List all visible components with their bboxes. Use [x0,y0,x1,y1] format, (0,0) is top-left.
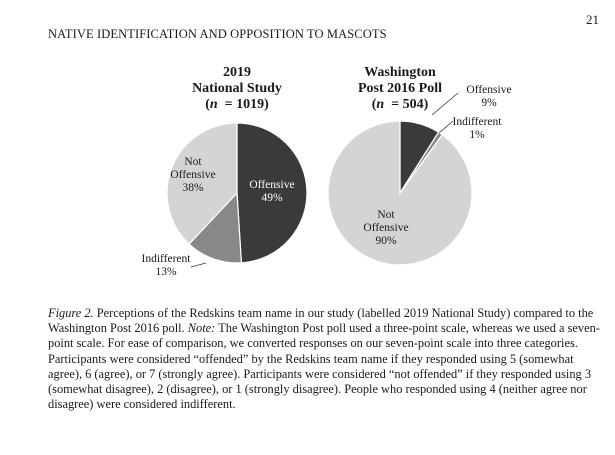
pie-chart-national-study [142,65,307,278]
note-label: Note: [187,321,216,336]
slice-label: Indifferent 13% [141,253,191,278]
leader-line [432,93,458,115]
chart-title-line-3: (n = 1019) [205,97,269,112]
leader-line [439,121,453,133]
chart-title-line-1: Washington [364,65,436,80]
figure-label: Figure 2. [48,306,94,320]
caption-text-1: Perceptions of the Redskins team name in our study (labelled 2019 National Study) compared to the Washington Post 2016 poll. [48,306,594,336]
running-head: NATIVE IDENTIFICATION AND OPPOSITION TO MASCOTS [48,27,387,41]
page-number: 21 [586,12,599,27]
slice-label: Indifferent 1% [452,116,502,141]
slice-label: Not Offensive 90% [363,209,409,247]
slice-label: Offensive 9% [466,84,512,109]
chart-title-line-2: National Study [192,81,282,96]
chart-title-line-3: (n = 504) [371,97,429,112]
slice-label: Offensive 49% [249,179,295,204]
pie-chart-washington-post [328,65,512,265]
caption-text-2: The Washington Post poll used a three-point scale, whereas we used a seven-point scale. For ease of comparison, we converted responses on our seven-point scale into three categories. Participants were considered “offended” by the Redskins team name if they responded using 5 (somewhat agree), 6 (agree), or 7 (strongly agree). Participants were considered “not offended” if they responded using 3 (somewhat disagree), 2 (disagree), or 1 (strongly disagree). People who responded using 4 (neither agree nor disagree) were considered indifferent. [48,321,600,412]
chart-title-line-1: 2019 [223,65,251,80]
pie-slice-not [328,121,472,265]
slice-label: Not Offensive 38% [170,156,216,194]
figure-caption [48,306,604,412]
leader-line [191,263,206,267]
chart-title-line-2: Post 2016 Poll [358,81,442,96]
